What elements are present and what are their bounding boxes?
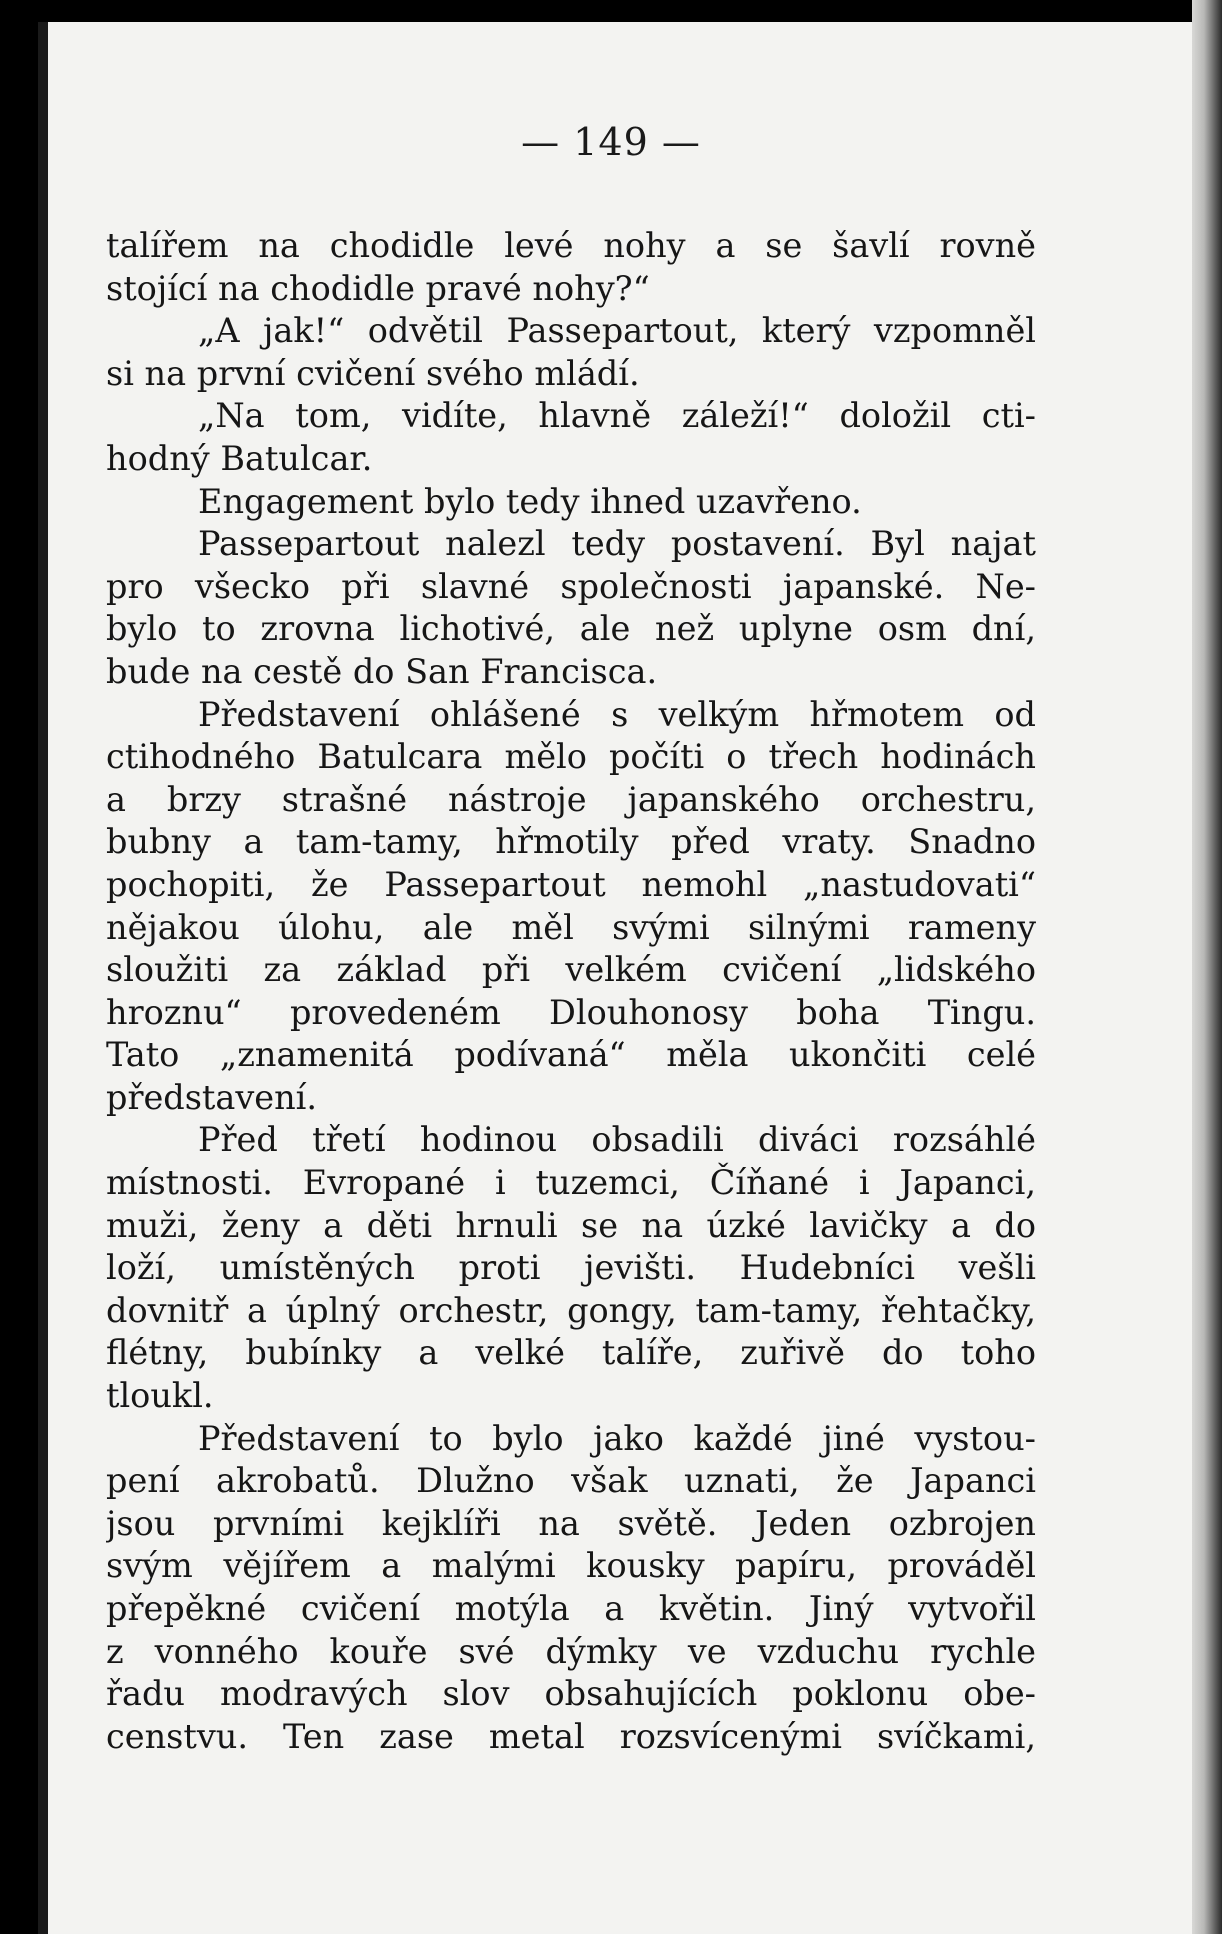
text-line: ctihodného Batulcara mělo počíti o třech hodinách bbox=[106, 737, 1036, 777]
text-line: pochopiti, že Passepartout nemohl „nastudovati“ bbox=[106, 864, 1036, 904]
text-line: censtvu. Ten zase metal rozsvícenými svíčkami, bbox=[106, 1716, 1036, 1756]
text-line: hroznu“ provedeném Dlouhonosy boha Tingu. bbox=[106, 992, 1036, 1032]
text-line: talířem na chodidle levé nohy a se šavlí rovně bbox=[106, 226, 1036, 265]
text-line: loží, umístěných proti jevišti. Hudebníci vešli bbox=[106, 1248, 1036, 1288]
body-text bbox=[106, 225, 1036, 1758]
text-line: si na první cvičení svého mládí. bbox=[106, 353, 640, 393]
text-line: tloukl. bbox=[106, 1376, 214, 1416]
text-line: a brzy strašné nástroje japanského orchestru, bbox=[106, 779, 1036, 819]
text-line: pení akrobatů. Dlužno však uznati, že Japanci bbox=[106, 1461, 1036, 1501]
text-line: nějakou úlohu, ale měl svými silnými rameny bbox=[106, 907, 1036, 947]
text-line: Passepartout nalezl tedy postavení. Byl najat bbox=[198, 524, 1036, 564]
text-line: jsou prvními kejklíři na světě. Jeden ozbrojen bbox=[106, 1503, 1036, 1543]
text-line: „Na tom, vidíte, hlavně záleží!“ doložil cti- bbox=[198, 396, 1036, 436]
text-line: z vonného kouře své dýmky ve vzduchu rychle bbox=[106, 1631, 1036, 1671]
page-number: — 149 — bbox=[521, 120, 701, 164]
text-line: Představení to bylo jako každé jiné vystou- bbox=[198, 1418, 1036, 1458]
text-line: Engagement bylo tedy ihned uzavřeno. bbox=[198, 481, 862, 521]
text-line: dovnitř a úplný orchestr, gongy, tam-tamy, řehtačky, bbox=[106, 1290, 1036, 1330]
text-line: „A jak!“ odvětil Passepartout, který vzpomněl bbox=[198, 311, 1036, 351]
text-line: pro všecko při slavné společnosti japanské. Ne- bbox=[106, 566, 1036, 606]
text-line: bylo to zrovna lichotivé, ale než uplyne osm dní, bbox=[106, 609, 1036, 649]
text-line: přepěkné cvičení motýla a květin. Jiný vytvořil bbox=[106, 1589, 1036, 1628]
text-line: bubny a tam-tamy, hřmotily před vraty. Snadno bbox=[106, 822, 1036, 862]
text-line: Představení ohlášené s velkým hřmotem od bbox=[198, 694, 1036, 734]
text-line: sloužiti za základ při velkém cvičení „lidského bbox=[106, 950, 1036, 990]
text-line: flétny, bubínky a velké talíře, zuřivě do toho bbox=[106, 1333, 1036, 1373]
text-line: představení. bbox=[106, 1077, 318, 1117]
text-line: Před třetí hodinou obsadili diváci rozsáhlé bbox=[198, 1120, 1036, 1160]
text-line: místnosti. Evropané i tuzemci, Číňané i Japanci, bbox=[106, 1163, 1036, 1203]
text-line: bude na cestě do San Francisca. bbox=[106, 651, 658, 691]
text-line: muži, ženy a děti hrnuli se na úzké lavičky a do bbox=[106, 1205, 1036, 1245]
text-line: řadu modravých slov obsahujících poklonu obe- bbox=[106, 1674, 1036, 1714]
page-left-edge bbox=[38, 22, 48, 1934]
text-line: hodný Batulcar. bbox=[106, 438, 373, 478]
text-line: Tato „znamenitá podívaná“ měla ukončiti celé bbox=[106, 1035, 1036, 1075]
page-right-edge bbox=[1192, 0, 1222, 1934]
text-line: svým vějířem a malými kousky papíru, prováděl bbox=[106, 1546, 1036, 1586]
text-line: stojící na chodidle pravé nohy?“ bbox=[106, 268, 650, 308]
